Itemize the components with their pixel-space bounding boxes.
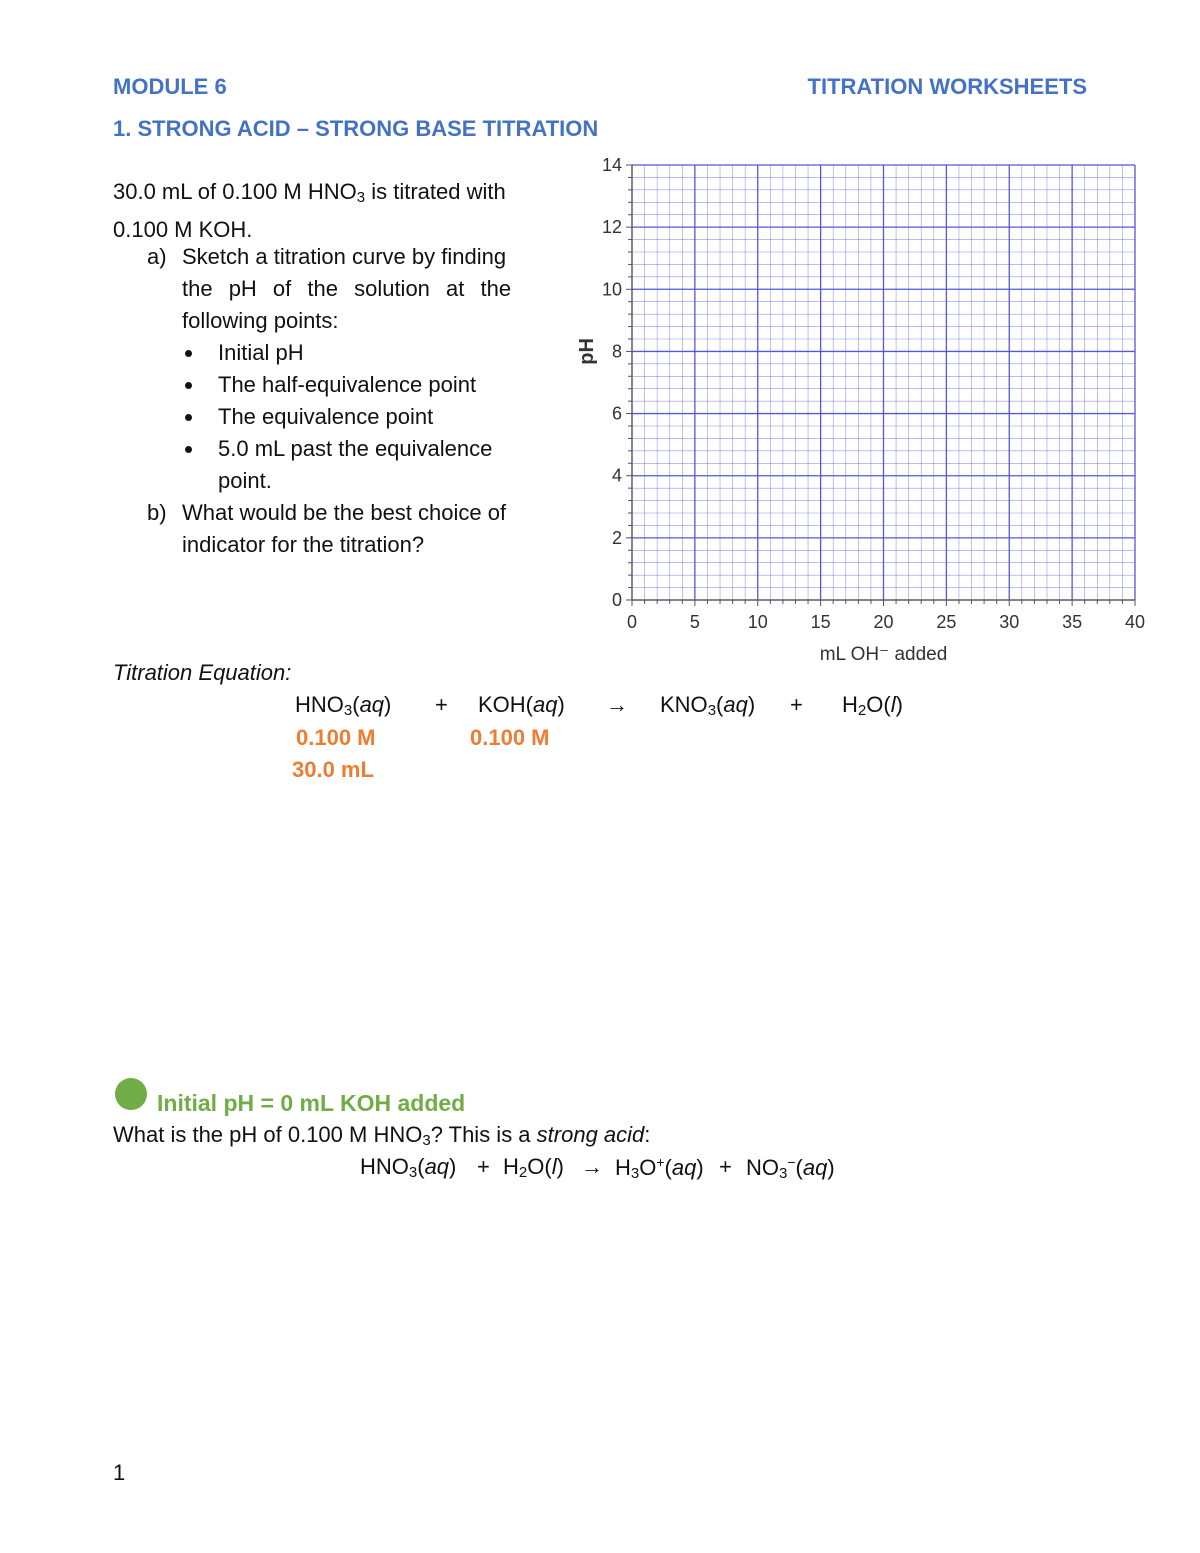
- initial-question: What is the pH of 0.100 M $HNO_3$? This is a strong acid:: [113, 1122, 651, 1149]
- page-number: 1: [113, 1460, 126, 1485]
- point-list: [182, 337, 557, 465]
- salt-formula: $KNO_3(aq)$: [660, 692, 756, 719]
- x-tick-label: 0: [626, 612, 638, 632]
- equation-caption: Titration Equation:: [113, 660, 292, 685]
- y-tick-label: 2: [611, 527, 622, 548]
- list-item: 5.0 mL past the equivalence: [182, 433, 557, 465]
- x-axis-label: mL OH⁻ added: [819, 644, 948, 665]
- plus-sign: +: [719, 1154, 732, 1179]
- y-tick-label: 4: [611, 465, 622, 486]
- plus-sign: +: [435, 692, 448, 717]
- nitrate-formula: $NO_3^-(aq)$: [746, 1154, 835, 1182]
- base-concentration: 0.100 M: [470, 725, 550, 750]
- dissociation-acid: $HNO_3(aq)$: [360, 1154, 457, 1181]
- y-tick-label: 10: [601, 279, 622, 300]
- x-tick-label: 40: [1124, 612, 1146, 632]
- y-tick-label: 12: [601, 217, 622, 238]
- x-tick-label: 20: [873, 612, 894, 632]
- module-label: MODULE 6: [113, 74, 227, 99]
- acid-formula: $HNO_3(aq)$: [295, 692, 392, 719]
- y-axis-label: pH: [576, 338, 598, 365]
- part-b-line-1: What would be the best choice of: [182, 500, 507, 525]
- titration-graph: [560, 145, 1160, 675]
- water-formula: $H_2O(l)$: [842, 692, 903, 719]
- list-item: The equivalence point: [182, 401, 557, 433]
- y-tick-label: 6: [611, 403, 622, 424]
- part-a-line-3: following points:: [182, 308, 339, 333]
- x-tick-label: 15: [810, 612, 831, 632]
- problem-statement: [113, 176, 563, 246]
- x-tick-label: 25: [936, 612, 957, 632]
- part-b-marker: b): [147, 500, 167, 525]
- reaction-arrow: →: [581, 1154, 603, 1179]
- green-dot-icon: [115, 1078, 147, 1110]
- dissociation-water: $H_2O(l)$: [503, 1154, 564, 1181]
- x-tick-label: 35: [1062, 612, 1083, 632]
- y-tick-label: 14: [601, 155, 622, 175]
- part-a-line-2: the pH of the solution at the: [182, 276, 512, 301]
- acid-concentration: 0.100 M: [296, 725, 376, 750]
- part-b: [147, 497, 557, 561]
- section-heading: 1. STRONG ACID – STRONG BASE TITRATION: [113, 116, 599, 141]
- part-a: [147, 241, 557, 497]
- initial-ph-heading: Initial pH = 0 mL KOH added: [157, 1090, 466, 1116]
- y-tick-label: 8: [611, 341, 622, 362]
- plus-sign: +: [790, 692, 803, 717]
- problem-line-2: 0.100 M KOH.: [113, 217, 253, 242]
- document-title: TITRATION WORKSHEETS: [807, 74, 1087, 99]
- reaction-arrow: →: [606, 692, 628, 717]
- bullet-continuation: point.: [218, 468, 272, 493]
- part-a-marker: a): [147, 244, 167, 269]
- hydronium-formula: $H_3O^+(aq)$: [615, 1154, 704, 1182]
- x-tick-label: 10: [747, 612, 768, 632]
- part-a-line-1: Sketch a titration curve by finding: [182, 244, 507, 269]
- base-formula: KOH(aq): [478, 692, 565, 717]
- x-tick-label: 30: [999, 612, 1020, 632]
- problem-line-1: 30.0 mL of 0.100 M $HNO_3$ is titrated with: [113, 179, 506, 206]
- plus-sign: +: [477, 1154, 490, 1179]
- x-tick-label: 5: [689, 612, 700, 632]
- list-item: The half-equivalence point: [182, 369, 557, 401]
- y-tick-label: 0: [611, 590, 622, 610]
- acid-volume: 30.0 mL: [292, 757, 374, 782]
- list-item: Initial pH: [182, 337, 557, 369]
- part-b-line-2: indicator for the titration?: [182, 532, 425, 557]
